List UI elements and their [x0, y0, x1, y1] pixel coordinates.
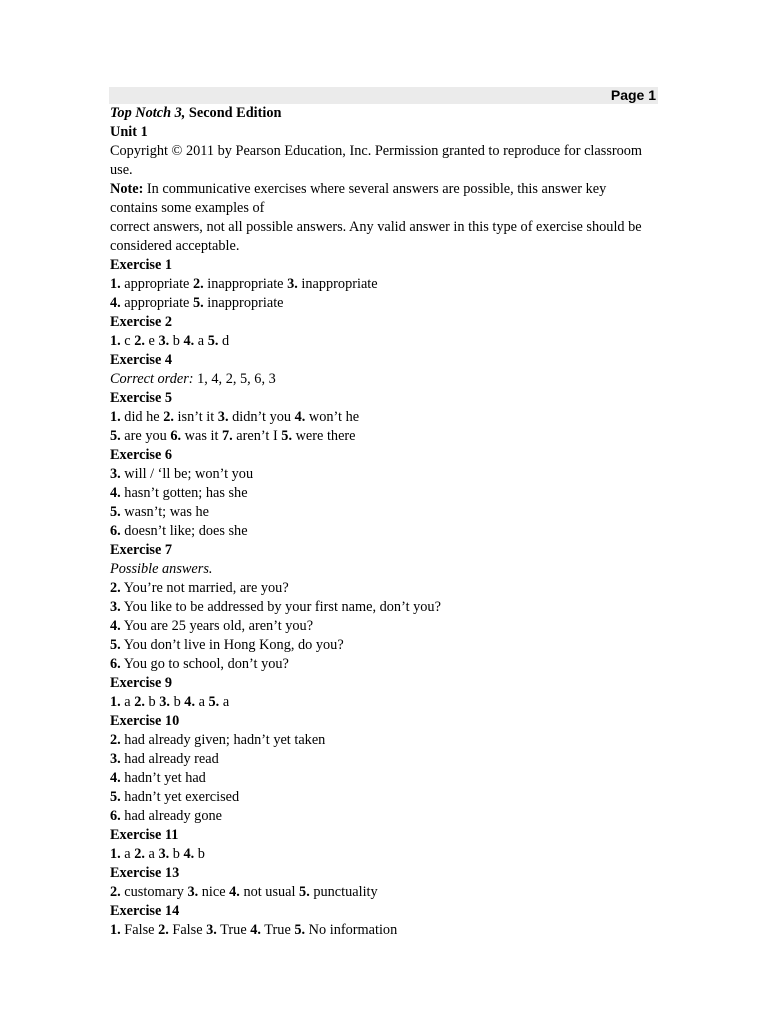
- answer-text: did he: [120, 409, 164, 425]
- answer-line: [110, 750, 650, 769]
- answer-number: 2.: [110, 732, 121, 748]
- answer-text: c: [120, 333, 135, 349]
- answer-text: doesn’t like; does she: [120, 523, 248, 539]
- answer-number: 5.: [110, 428, 121, 444]
- exercise-intro: [110, 370, 650, 389]
- exercise-heading: Exercise 14: [110, 903, 180, 919]
- answer-number: 5.: [110, 789, 121, 805]
- answer-text: inappropriate: [203, 276, 288, 292]
- answer-number: 5.: [299, 884, 310, 900]
- answer-number: 6.: [110, 523, 121, 539]
- answer-number: 2.: [158, 922, 169, 938]
- answer-line: [110, 598, 650, 617]
- answer-number: 4.: [110, 770, 121, 786]
- answer-text: True: [260, 922, 295, 938]
- answer-line: [110, 579, 650, 598]
- answer-line: [110, 769, 650, 788]
- exercise-list: [110, 256, 650, 940]
- answer-number: 1.: [110, 276, 121, 292]
- answer-line: [110, 503, 650, 522]
- answer-line: [110, 484, 650, 503]
- answer-number: 5.: [110, 504, 121, 520]
- answer-number: 4.: [229, 884, 240, 900]
- answer-number: 1.: [110, 922, 121, 938]
- answer-text: d: [218, 333, 230, 349]
- exercise-heading: Exercise 1: [110, 257, 173, 273]
- answer-number: 1.: [110, 846, 121, 862]
- answer-number: 4.: [184, 694, 196, 710]
- answer-key-content: [110, 104, 650, 940]
- answer-text: True: [216, 922, 251, 938]
- answer-number: 3.: [110, 466, 121, 482]
- answer-number: 6.: [170, 428, 182, 444]
- answer-text: No information: [305, 922, 398, 938]
- answer-number: 4.: [183, 846, 195, 862]
- answer-text: inappropriate: [297, 276, 378, 292]
- answer-line: [110, 845, 650, 864]
- answer-number: 5.: [110, 637, 121, 653]
- answer-text: b: [144, 694, 160, 710]
- answer-line: [110, 636, 650, 655]
- exercise-heading: Exercise 7: [110, 542, 173, 558]
- answer-number: 2.: [110, 884, 121, 900]
- answer-number: 3.: [158, 333, 170, 349]
- answer-number: 1.: [110, 333, 121, 349]
- answer-line: [110, 275, 650, 294]
- answer-line: [110, 408, 650, 427]
- answer-line: [110, 807, 650, 826]
- answer-text: You’re not married, are you?: [120, 580, 289, 596]
- answer-text: hasn’t gotten; has she: [120, 485, 248, 501]
- answer-number: 5.: [281, 428, 293, 444]
- answer-text: a: [120, 694, 135, 710]
- book-title: [110, 104, 650, 123]
- answer-text: b: [170, 694, 185, 710]
- answer-number: 3.: [158, 846, 170, 862]
- answer-number: 2.: [110, 580, 121, 596]
- answer-number: 5.: [294, 922, 306, 938]
- answer-text: appropriate: [120, 276, 193, 292]
- exercise-intro: [110, 560, 650, 579]
- answer-text: inappropriate: [203, 295, 284, 311]
- answer-line: [110, 332, 650, 351]
- copyright-text: Copyright © 2011 by Pearson Education, Inc. Permission granted to reproduce for classroom use.: [110, 143, 643, 178]
- answer-number: 5.: [207, 333, 219, 349]
- note-paragraph: [110, 180, 650, 218]
- answer-text: b: [169, 333, 184, 349]
- exercise-heading: Exercise 11: [110, 827, 179, 843]
- answer-line: [110, 655, 650, 674]
- answer-number: 3.: [110, 751, 121, 767]
- answer-text: won’t he: [305, 409, 360, 425]
- exercise-heading: Exercise 6: [110, 447, 173, 463]
- answer-text: a: [219, 694, 230, 710]
- answer-text: wasn’t; was he: [120, 504, 210, 520]
- answer-text: will / ‘ll be; won’t you: [120, 466, 254, 482]
- book-name: Top Notch 3,: [110, 105, 186, 121]
- answer-text: had already read: [120, 751, 219, 767]
- answer-text: a: [195, 694, 209, 710]
- answer-number: 6.: [110, 808, 121, 824]
- exercise-heading: Exercise 10: [110, 713, 180, 729]
- exercise-heading: Exercise 9: [110, 675, 173, 691]
- answer-number: 3.: [159, 694, 170, 710]
- answer-line: [110, 921, 650, 940]
- answer-number: 2.: [192, 276, 204, 292]
- answer-text: punctuality: [309, 884, 378, 900]
- answer-text: was it: [181, 428, 222, 444]
- answer-line: [110, 522, 650, 541]
- answer-number: 2.: [134, 846, 145, 862]
- answer-text: False: [168, 922, 207, 938]
- answer-line: [110, 465, 650, 484]
- answer-line: [110, 788, 650, 807]
- answer-text: a: [144, 846, 159, 862]
- answer-number: 3.: [287, 276, 298, 292]
- answer-number: 1.: [110, 409, 121, 425]
- answer-text: a: [120, 846, 135, 862]
- unit-heading: Unit 1: [110, 124, 148, 140]
- answer-number: 3.: [217, 409, 229, 425]
- exercise-heading: Exercise 2: [110, 314, 173, 330]
- answer-line: [110, 294, 650, 313]
- answer-text: had already gone: [120, 808, 222, 824]
- answer-text: a: [194, 333, 208, 349]
- answer-line: [110, 427, 650, 446]
- answer-text: You like to be addressed by your first name, don’t you?: [120, 599, 441, 615]
- answer-text: You don’t live in Hong Kong, do you?: [120, 637, 344, 653]
- answer-number: 4.: [183, 333, 195, 349]
- answer-number: 3.: [206, 922, 217, 938]
- exercise-intro-text: 1, 4, 2, 5, 6, 3: [193, 371, 276, 387]
- answer-number: 5.: [192, 295, 204, 311]
- answer-number: 4.: [250, 922, 261, 938]
- answer-text: isn’t it: [173, 409, 218, 425]
- exercise-heading: Exercise 4: [110, 352, 173, 368]
- answer-number: 2.: [134, 333, 145, 349]
- answer-text: b: [194, 846, 205, 862]
- answer-number: 4.: [110, 485, 121, 501]
- answer-text: were there: [292, 428, 356, 444]
- answer-number: 4.: [110, 618, 121, 634]
- answer-number: 5.: [208, 694, 220, 710]
- answer-text: hadn’t yet had: [120, 770, 206, 786]
- answer-text: didn’t you: [228, 409, 295, 425]
- answer-line: [110, 731, 650, 750]
- answer-line: [110, 693, 650, 712]
- answer-text: You go to school, don’t you?: [120, 656, 289, 672]
- answer-text: You are 25 years old, aren’t you?: [120, 618, 314, 634]
- answer-text: had already given; hadn’t yet taken: [120, 732, 326, 748]
- answer-number: 2.: [163, 409, 174, 425]
- answer-number: 7.: [222, 428, 233, 444]
- answer-number: 3.: [110, 599, 121, 615]
- answer-number: 2.: [134, 694, 145, 710]
- exercise-heading: Exercise 13: [110, 865, 180, 881]
- answer-text: nice: [198, 884, 230, 900]
- answer-text: b: [169, 846, 184, 862]
- answer-text: aren’t I: [232, 428, 282, 444]
- answer-text: hadn’t yet exercised: [120, 789, 240, 805]
- answer-text: not usual: [239, 884, 300, 900]
- exercise-intro-label: Correct order:: [110, 371, 194, 387]
- answer-text: False: [120, 922, 159, 938]
- note-paragraph-2: correct answers, not all possible answers. Any valid answer in this type of exercise should be considered acceptable.: [110, 219, 642, 254]
- answer-number: 3.: [187, 884, 199, 900]
- exercise-intro-label: Possible answers.: [110, 561, 213, 577]
- page-header-bar: [109, 87, 658, 104]
- book-edition: Second Edition: [185, 105, 282, 121]
- answer-number: 6.: [110, 656, 121, 672]
- answer-text: are you: [120, 428, 171, 444]
- answer-number: 4.: [294, 409, 306, 425]
- answer-text: customary: [120, 884, 188, 900]
- answer-line: [110, 617, 650, 636]
- note-label: Note:: [110, 181, 144, 197]
- answer-text: e: [144, 333, 159, 349]
- page-number: Page 1: [610, 87, 656, 103]
- answer-line: [110, 883, 650, 902]
- answer-text: appropriate: [120, 295, 193, 311]
- answer-number: 1.: [110, 694, 121, 710]
- answer-number: 4.: [110, 295, 121, 311]
- exercise-heading: Exercise 5: [110, 390, 173, 406]
- note-text-1: In communicative exercises where several answers are possible, this answer key contains some examples of: [110, 181, 607, 216]
